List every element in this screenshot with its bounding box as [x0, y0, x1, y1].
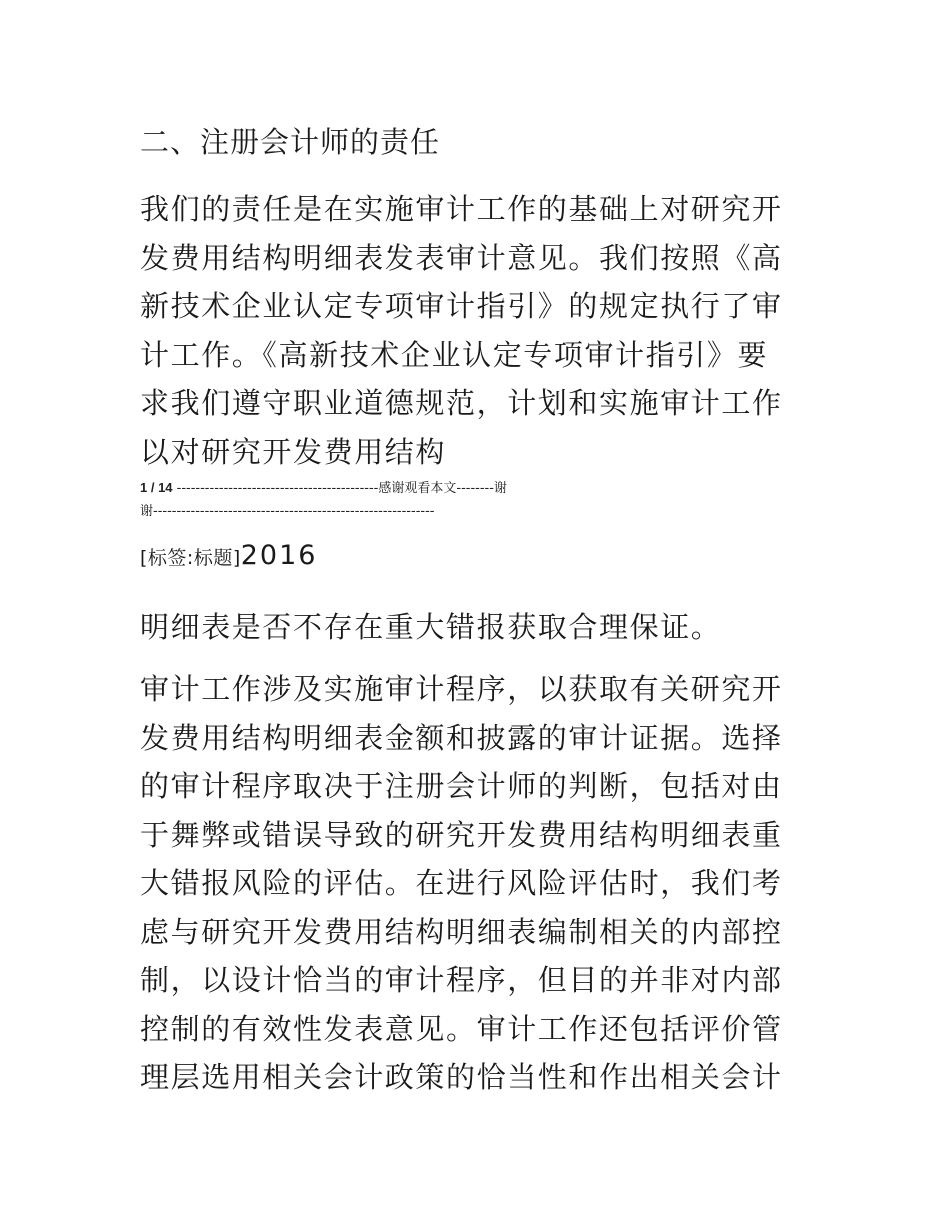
- paragraph-line: 理层选用相关会计政策的恰当性和作出相关会计: [140, 1060, 783, 1094]
- paragraph-line: 新技术企业认定专项审计指引》的规定执行了审: [140, 289, 783, 323]
- responsibility-paragraph: [140, 185, 820, 476]
- paragraph-line: 求我们遵守职业道德规范，计划和实施审计工作: [140, 386, 783, 420]
- page-number: 1 / 14: [140, 480, 173, 495]
- page-footer: [140, 480, 507, 497]
- paragraph-line: 于舞弊或错误导致的研究开发费用结构明细表重: [140, 817, 783, 852]
- audit-procedures-paragraph: [140, 665, 820, 1102]
- paragraph-line: 制，以设计恰当的审计程序，但目的并非对内部: [140, 963, 783, 997]
- paragraph-line: 以对研究开发费用结构: [140, 434, 447, 469]
- paragraph-line: 明细表是否不存在重大错报获取合理保证。: [140, 610, 722, 644]
- section-heading: 二、注册会计师的责任: [140, 125, 441, 159]
- paragraph-line: 发费用结构明细表发表审计意见。我们按照《高: [140, 240, 783, 275]
- paragraph-line: 发费用结构明细表金额和披露的审计证据。选择: [140, 720, 783, 755]
- paragraph-line: 审计工作涉及实施审计程序，以获取有关研究开: [140, 672, 783, 706]
- paragraph-line: 虑与研究开发费用结构明细表编制相关的内部控: [140, 914, 783, 949]
- paragraph-line: 的审计程序取决于注册会计师的判断，包括对由: [140, 769, 783, 803]
- page-footer-continuation: 谢------------------------------------------------------------: [140, 504, 435, 519]
- paragraph-line: 控制的有效性发表意见。审计工作还包括评价管: [140, 1011, 783, 1046]
- tag-label: [标签:标题]: [140, 547, 241, 569]
- assurance-paragraph: [140, 603, 820, 652]
- tag-line: [140, 540, 317, 571]
- tag-year: 2016: [240, 540, 318, 571]
- paragraph-line: 我们的责任是在实施审计工作的基础上对研究开: [140, 192, 783, 226]
- paragraph-line: 大错报风险的评估。在进行风险评估时，我们考: [140, 866, 783, 900]
- footer-dashes-text: -------------------------------------------感谢观看本文--------谢: [172, 481, 507, 496]
- paragraph-line: 计工作。《高新技术企业认定专项审计指引》要: [140, 337, 769, 372]
